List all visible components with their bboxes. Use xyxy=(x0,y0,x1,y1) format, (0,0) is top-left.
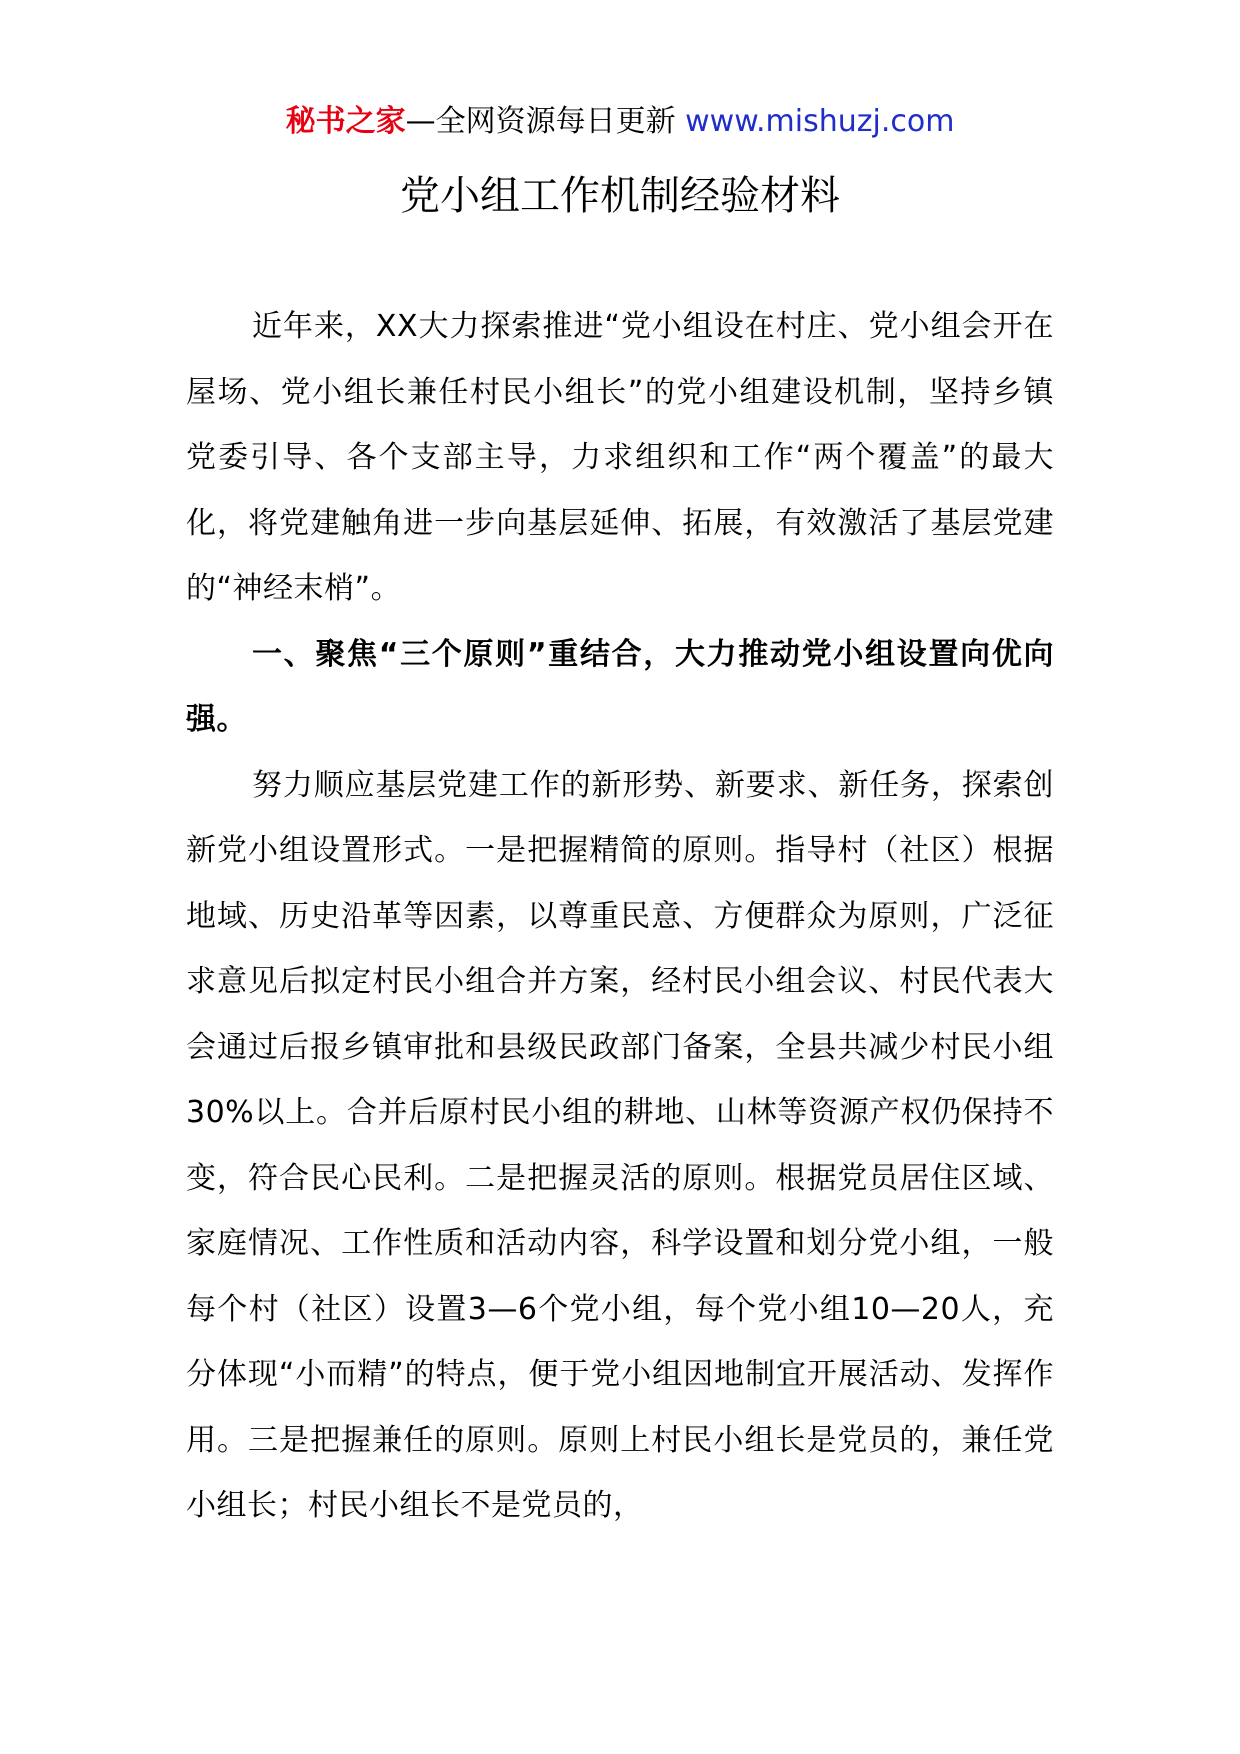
site-name: 秘书之家 xyxy=(285,104,406,139)
document-body xyxy=(186,294,1054,1539)
intro-paragraph: 近年来，XX大力探索推进“党小组设在村庄、党小组会开在屋场、党小组长兼任村民小组长”的党小组建设机制，坚持乡镇党委引导、各个支部主导，力求组织和工作“两个覆盖”的最大化，将党建触角进一步向基层延伸、拓展，有效激活了基层党建的“神经末梢”。 xyxy=(186,309,1054,606)
header-banner xyxy=(0,100,1240,144)
document-title: 党小组工作机制经验材料 xyxy=(400,173,840,219)
section-paragraph: 努力顺应基层党建工作的新形势、新要求、新任务，探索创新党小组设置形式。一是把握精简的原则。指导村（社区）根据地域、历史沿革等因素，以尊重民意、方便群众为原则，广泛征求意见后拟定村民小组合并方案，经村民小组会议、村民代表大会通过后报乡镇审批和县级民政部门备案，全县共减少村民小组30%以上。合并后原村民小组的耕地、山林等资源产权仍保持不变，符合民心民利。二是把握灵活的原则。根据党员居住区域、家庭情况、工作性质和活动内容，科学设置和划分党小组，一般每个村（社区）设置3—6个党小组，每个党小组10—20人，充分体现“小而精”的特点，便于党小组因地制宜开展活动、发挥作用。三是把握兼任的原则。原则上村民小组长是党员的，兼任党小组长；村民小组长不是党员的， xyxy=(186,767,1054,1523)
site-slogan: —全网资源每日更新 xyxy=(405,104,676,139)
section-heading: 一、聚焦“三个原则”重结合，大力推动党小组设置向优向强。 xyxy=(186,636,1054,737)
site-url-link[interactable]: www.mishuzj.com xyxy=(685,104,955,139)
